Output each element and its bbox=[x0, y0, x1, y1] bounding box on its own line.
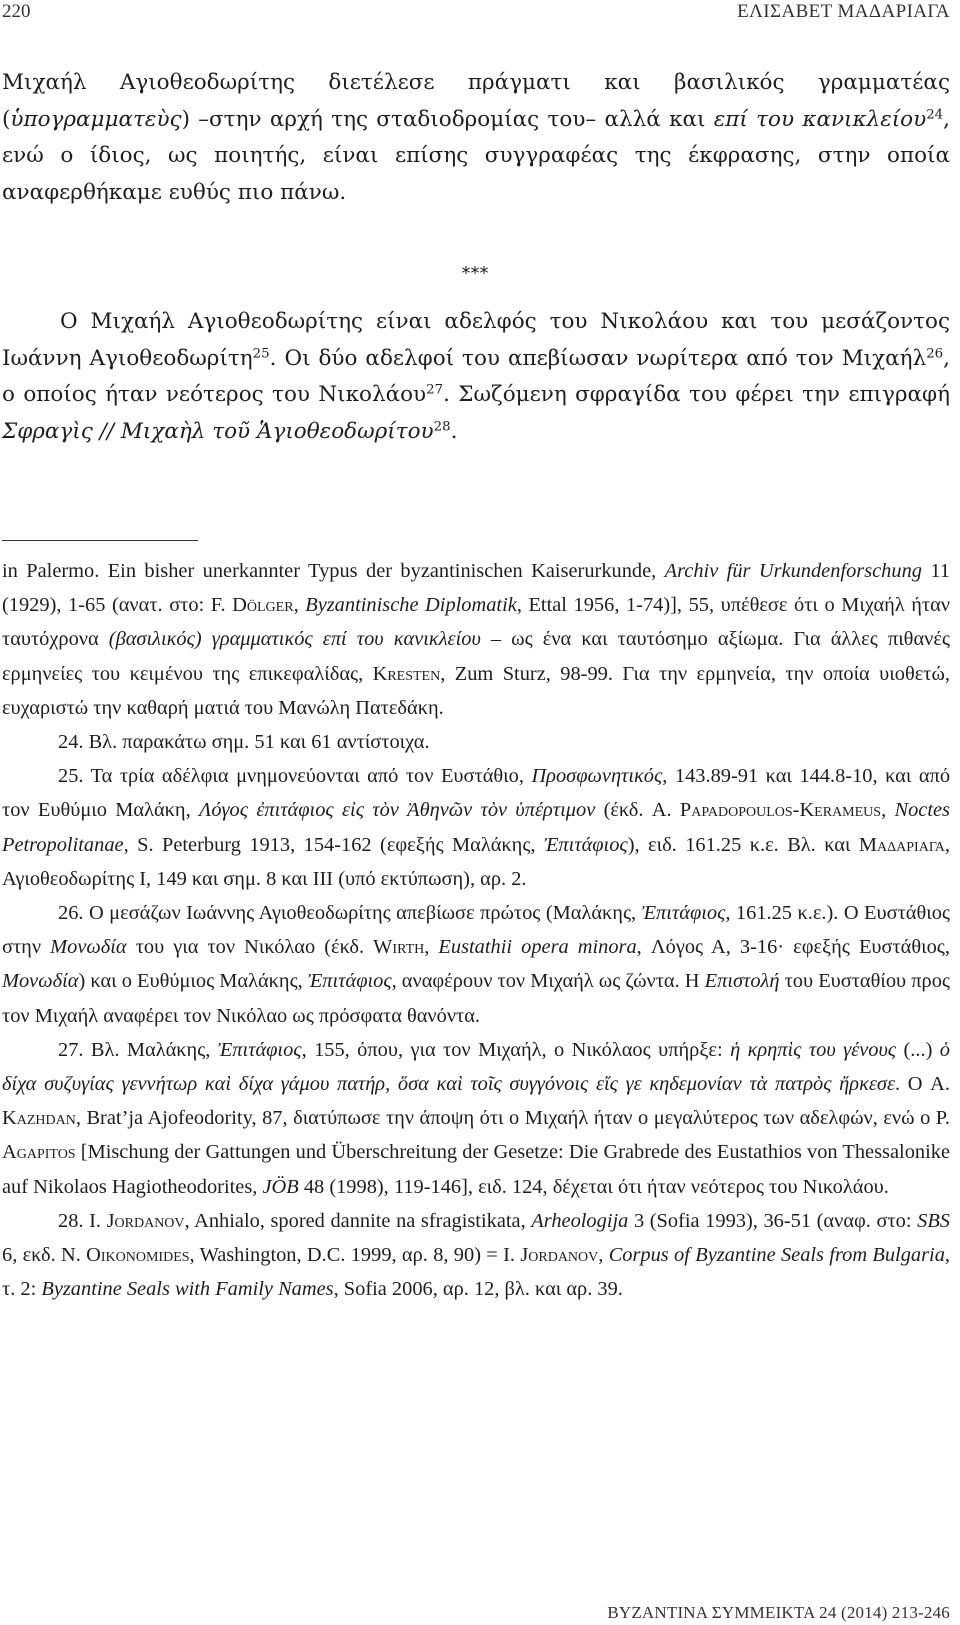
footnote-26 bbox=[2, 896, 950, 1033]
italic-run: Λόγος ἐπιτάφιος εἰς τὸν Ἀθηνῶν τὸν ὑπέρτιμον bbox=[199, 799, 596, 822]
author-name: Dölger bbox=[232, 594, 294, 617]
text-run: . Ο A. bbox=[895, 1073, 950, 1096]
text-run: 25. Τα τρία αδέλφια μνημονεύονται από τον Ευστάθιο, bbox=[58, 765, 532, 788]
text-run: 27. Βλ. Μαλάκης, bbox=[58, 1038, 218, 1061]
text-run: , αναφέρουν τον Μιχαήλ ως ζώντα. Η bbox=[391, 970, 705, 993]
italic-run: Archiv für Urkundenforschung bbox=[664, 560, 922, 582]
text-run: , bbox=[293, 594, 306, 617]
italic-run: JÖB bbox=[262, 1175, 299, 1198]
footnote-ref[interactable]: 26 bbox=[926, 346, 944, 362]
italic-run: Μονωδία bbox=[50, 936, 127, 959]
footnote-27 bbox=[2, 1033, 950, 1204]
text-run: . Σωζόμενη σφραγίδα του φέρει την επιγραφή bbox=[443, 382, 950, 408]
text-run: , Λόγος Α, 3-16· εφεξής Ευστάθιος, bbox=[636, 936, 950, 959]
text-run: , bbox=[881, 799, 895, 822]
footnote-continuation bbox=[2, 554, 950, 725]
text-run: ) και ο Ευθύμιος Μαλάκης, bbox=[78, 970, 308, 993]
text-run: , bbox=[598, 1244, 609, 1267]
text-run: του για τον Νικόλαο (έκδ. bbox=[126, 936, 374, 959]
italic-run: Προσφωνητικός bbox=[531, 765, 663, 788]
text-run: , ο οποίος ήταν νεότερος του Νικολάου bbox=[2, 345, 951, 408]
journal-footer: BYZANTINA ΣYMMEIKTA 24 (2014) 213-246 bbox=[607, 1603, 950, 1622]
italic-run: ἡ κρηπὶς του γένους bbox=[730, 1038, 897, 1061]
italic-run: Μονωδία bbox=[2, 970, 79, 993]
author-name: Jordanov bbox=[106, 1209, 185, 1232]
author-name: Oikonomides bbox=[86, 1244, 190, 1267]
text-run: 11 (1929), 1-65 (ανατ. στο: F. bbox=[2, 560, 950, 617]
body-paragraph-2 bbox=[2, 304, 950, 450]
italic-run: ὑπογραμματεὺς bbox=[10, 106, 182, 132]
footnote-ref[interactable]: 25 bbox=[252, 346, 270, 362]
italic-run: ὁ δίχα συζυγίας γεννήτωρ καὶ δίχα γάμου πατήρ, ὅσα καὶ τοῖς συγγόνοις εἴς γε κηδεμονίαν τὰ πατρὸς ἤρκεσε bbox=[2, 1038, 950, 1096]
footnote-divider bbox=[2, 540, 198, 541]
text-run: , S. Peterburg 1913, 154-162 (εφεξής Μαλάκης, bbox=[123, 833, 544, 856]
footnote-28 bbox=[2, 1204, 950, 1307]
italic-run: SBS bbox=[917, 1209, 950, 1232]
text-run: , Brat’ja Ajofeodority, 87, διατύπωσε την άποψη ότι ο Μιχαήλ ήταν ο μεγαλύτερος των αδελφών, ενώ ο P. bbox=[75, 1107, 950, 1130]
text-run: 48 (1998), 119-146], ειδ. 124, δέχεται ότι ήταν νεότερος του Νικολάου. bbox=[298, 1175, 889, 1198]
italic-run: Ἐπιτάφιος bbox=[543, 833, 628, 856]
running-title: ΕΛΙΣΑΒΕΤ ΜΑΔΑΡΙΑΓΑ bbox=[737, 1, 950, 22]
author-name: Wirth bbox=[373, 936, 425, 959]
text-run: , Sofia 2006, αρ. 12, βλ. και αρ. 39. bbox=[333, 1278, 623, 1301]
text-run: , ενώ ο ίδιος, ως ποιητής, είναι επίσης συγγραφέας της έκφρασης, στην οποία αναφερθήκαμε ευθύς πιο πάνω. bbox=[2, 106, 951, 205]
footnote-ref[interactable]: 24 bbox=[926, 107, 944, 123]
text-run: , Ettal 1956, 1-74)], 55, υπέθεσε ότι ο Μιχαήλ ήταν ταυτόχρονα bbox=[2, 594, 951, 651]
text-run: , bbox=[424, 936, 439, 959]
text-run: , 155, όπου, για τον Μιχαήλ, ο Νικόλαος υπήρξε: bbox=[301, 1038, 731, 1061]
text-run: ), ειδ. 161.25 κ.ε. Βλ. και bbox=[627, 833, 859, 856]
text-run: Μιχαήλ Αγιοθεοδωρίτης διετέλεσε πράγματι και βασιλικός γραμματέας ( bbox=[2, 70, 950, 132]
italic-run: Arheologija bbox=[531, 1209, 629, 1232]
author-name: Μαδαριαγα bbox=[858, 833, 945, 856]
text-run: 24. Βλ. παρακάτω σημ. 51 και 61 αντίστοιχα. bbox=[58, 731, 430, 754]
footnote-24 bbox=[2, 725, 950, 759]
italic-run: Σφραγὶς // Μιχαὴλ τοῦ Ἁγιοθεοδωρίτου bbox=[2, 418, 434, 444]
body-paragraph-1 bbox=[2, 65, 950, 211]
text-run: 28. I. bbox=[58, 1209, 107, 1232]
paragraph bbox=[2, 304, 950, 450]
footnotes bbox=[2, 554, 950, 1306]
text-run: (έκδ. A. bbox=[595, 799, 680, 822]
text-run: 26. Ο μεσάζων Ιωάννης Αγιοθεοδωρίτης απεβίωσε πρώτος (Μαλάκης, bbox=[58, 902, 642, 925]
text-run: του Ευσταθίου προς τον Μιχαήλ αναφέρει τον Νικόλαο ως πρόσφατα θανόντα. bbox=[2, 970, 951, 1027]
text-run: 3 (Sofia 1993), 36-51 (αναφ. στο: bbox=[628, 1209, 918, 1232]
paragraph bbox=[2, 65, 950, 211]
text-run: , τ. 2: bbox=[2, 1244, 950, 1301]
author-name: Kresten bbox=[372, 662, 441, 685]
italic-run: Byzantine Seals with Family Names bbox=[41, 1278, 334, 1301]
page-number: 220 bbox=[2, 1, 31, 22]
running-header bbox=[0, 0, 950, 24]
italic-run: Eustathii opera minora bbox=[438, 936, 637, 959]
text-run: , 143.89-91 και 144.8-10, και από τον Ευθύμιο Μαλάκη, bbox=[2, 765, 951, 822]
italic-run: επί του κανικλείου bbox=[713, 106, 927, 132]
text-run: , Zum Sturz, 98-99. Για την ερμηνεία, την οποία υιοθετώ, ευχαριστώ την καθαρή ματιά του Μανώλη Πατεδάκη. bbox=[2, 662, 950, 719]
text-run: , Αγιοθεοδωρίτης I, 149 και σημ. 8 και III (υπό εκτύπωση), αρ. 2. bbox=[2, 833, 950, 890]
text-run: in Palermo. Ein bisher unerkannter Typus der byzantinischen Kaiserurkunde, bbox=[2, 560, 665, 582]
italic-run: Ἐπιτάφιος bbox=[217, 1038, 302, 1061]
author-name: Agapitos bbox=[2, 1141, 76, 1164]
text-run: (...) bbox=[896, 1038, 940, 1061]
text-run: [Mischung der Gattungen und Überschreitung der Gesetze: Die Grabrede des Eustathios von Thessalonike auf Nikolaos Hagiotheodorites, bbox=[2, 1141, 950, 1198]
text-run: . bbox=[450, 418, 458, 444]
text-run: 6, εκδ. N. bbox=[2, 1244, 87, 1267]
text-run: , Anhialo, spored dannite na sfragistikata, bbox=[184, 1209, 532, 1232]
text-run: – ως ένα και ταυτόσημο αξίωμα. Για άλλες πιθανές ερμηνείες του κειμένου της επικεφαλίδας, bbox=[2, 628, 950, 685]
text-run: Ο Μιχαήλ Αγιοθεοδωρίτης είναι αδελφός του Νικολάου και του μεσάζοντος Ιωάννη Αγιοθεοδωρίτη bbox=[2, 309, 950, 371]
footnote-ref[interactable]: 28 bbox=[433, 419, 451, 435]
section-separator: *** bbox=[461, 263, 489, 284]
text-run: , Washington, D.C. 1999, αρ. 8, 90) = I. bbox=[189, 1244, 521, 1267]
footnote-25 bbox=[2, 759, 950, 896]
author-name: Papadopoulos-Kerameus bbox=[679, 799, 882, 822]
italic-run: Byzantinische Diplomatik bbox=[305, 594, 517, 617]
author-name: Kazhdan bbox=[2, 1107, 76, 1130]
text-run: , 161.25 κ.ε.). Ο Ευστάθιος στην bbox=[2, 902, 950, 959]
text-run: . Οι δύο αδελφοί του απεβίωσαν νωρίτερα από τον Μιχαήλ bbox=[269, 345, 927, 371]
author-name: Jordanov bbox=[520, 1244, 599, 1267]
italic-run: Ἐπιτάφιος bbox=[307, 970, 392, 993]
italic-run: Corpus of Byzantine Seals from Bulgaria bbox=[608, 1244, 945, 1267]
italic-run: Ἐπιτάφιος bbox=[641, 902, 726, 925]
footnote-ref[interactable]: 27 bbox=[426, 382, 444, 398]
italic-run: (βασιλικός) γραμματικός επί του κανικλείου bbox=[108, 628, 481, 651]
italic-run: Επιστολή bbox=[704, 970, 780, 993]
text-run: ) –στην αρχή της σταδιοδρομίας του– αλλά και bbox=[181, 106, 714, 132]
italic-run: Noctes Petropolitanae bbox=[2, 799, 950, 856]
